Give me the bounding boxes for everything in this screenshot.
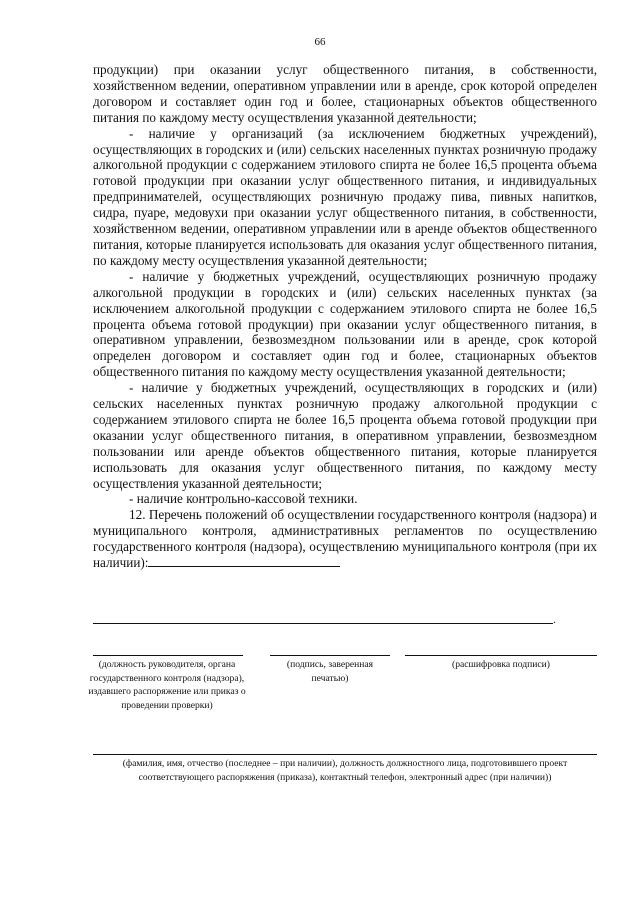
name-decoding-line — [405, 655, 597, 656]
paragraph-continuation: продукции) при оказании услуг общественного питания, в собственности, хозяйственном ведении, оперативном управлении или в аренде, срок которой определен договором и составляет один год и более, стационарных объектов общественного питания по каждому месту осуществления указанной деятельности; — [93, 62, 597, 125]
trailing-dot: . — [553, 612, 556, 626]
preparer-caption: (фамилия, имя, отчество (последнее – при наличии), должность должностного лица, подготовившего проект соответствующего распоряжения (приказа), контактный телефон, электронный адрес (при наличии)) — [122, 758, 568, 783]
name-decoding-caption: (расшифровка подписи) — [452, 659, 550, 670]
regulations-continuation-line — [93, 623, 553, 624]
position-signature-line — [93, 655, 243, 656]
paragraph-budget-institutions-low-alcohol: - наличие у бюджетных учреждений, осуществляющих в городских и (или) сельских населенных пунктах розничную продажу алкогольной продукции с содержанием этилового спирта не более 16,5 процента объема готовой продукции при оказании услуг общественного питания, в оперативном управлении, безвозмездном пользовании или аренде объектов общественного питания, которые планируется использовать для оказания услуг общественного питания, по каждому месту осуществления указанной деятельности; — [93, 380, 597, 491]
paragraph-organizations: - наличие у организаций (за исключением бюджетных учреждений), осуществляющих в городских и (или) сельских населенных пунктах розничную продажу алкогольной продукции с содержанием этилового спирта не более 16,5 процента объема готовой продукции при оказании услуг общественного питания, и индивидуальных предпринимателей, осуществляющих розничную продажу пива, пивных напитков, сидра, пуаре, медовухи при оказании услуг общественного питания, в собственности, хозяйственном ведении, оперативном управлении или в аренде объектов общественного питания, которые планируется использовать для оказания услуг общественного питания, по каждому месту осуществления указанной деятельности; — [93, 125, 597, 268]
page-number: 66 — [314, 36, 326, 48]
signature-line — [270, 655, 390, 656]
preparer-line — [93, 754, 597, 755]
document-body — [93, 62, 597, 571]
signature-caption: (подпись, заверенная печатью) — [286, 659, 374, 684]
paragraph-budget-institutions-retail: - наличие у бюджетных учреждений, осуществляющих розничную продажу алкогольной продукции в городских и (или) сельских населенных пунктах (за исключением алкогольной продукции с содержанием этилового спирта не более 16,5 процента объема готовой продукции) при оказании услуг общественного питания, в оперативном управлении, безвозмездном пользовании или в аренде, срок которой определен договором и составляет один год и более, стационарных объектов общественного питания по каждому месту осуществления указанной деятельности; — [93, 268, 597, 380]
paragraph-item-12 — [93, 507, 597, 571]
position-caption: (должность руководителя, органа государственного контроля (надзора), издавшего распоряжение или приказ о проведении проверки) — [88, 659, 246, 711]
item-12-text: 12. Перечень положений об осуществлении государственного контроля (надзора) и муниципального контроля, административных регламентов по осуществлению государственного контроля (надзора), осуществлению муниципального контроля (при их наличии): — [93, 507, 597, 571]
regulations-fill-line — [148, 555, 340, 567]
paragraph-cash-register: - наличие контрольно-кассовой техники. — [129, 491, 358, 507]
